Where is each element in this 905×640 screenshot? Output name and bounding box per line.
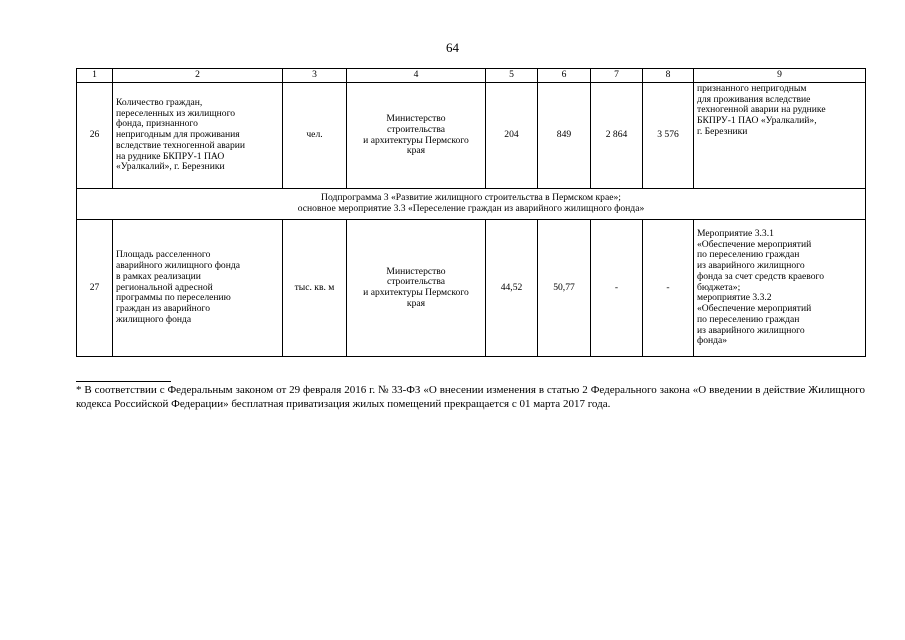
subprogram-heading bbox=[77, 189, 866, 220]
table-row bbox=[77, 220, 866, 357]
footnote-divider bbox=[76, 381, 171, 382]
column-number: 3 bbox=[283, 69, 347, 83]
subprogram-title: Подпрограмма 3 «Развитие жилищного строительства в Пермском крае»; bbox=[321, 192, 621, 204]
note-cell: признанного непригодным для проживания вследствие техногенной аварии на руднике БКПРУ-1 ПАО «Уралкалий», г. Березники bbox=[694, 83, 866, 189]
indicators-table bbox=[76, 68, 866, 357]
executor-cell: Министерство строительства и архитектуры Пермского края bbox=[347, 220, 486, 357]
value-cell: - bbox=[591, 220, 643, 357]
table-row bbox=[77, 83, 866, 189]
unit-cell: чел. bbox=[283, 83, 347, 189]
indicator-name: Площадь расселенного аварийного жилищного фонда в рамках реализации региональной адресной программы по переселению граждан из аварийного жилищного фонда bbox=[113, 220, 283, 357]
row-number: 26 bbox=[77, 83, 113, 189]
row-number: 27 bbox=[77, 220, 113, 357]
column-number-header-row bbox=[77, 69, 866, 83]
column-number: 9 bbox=[694, 69, 866, 83]
column-number: 1 bbox=[77, 69, 113, 83]
value-cell: - bbox=[643, 220, 694, 357]
value-cell: 44,52 bbox=[486, 220, 538, 357]
value-cell: 3 576 bbox=[643, 83, 694, 189]
subprogram-row bbox=[77, 189, 866, 220]
column-number: 7 bbox=[591, 69, 643, 83]
value-cell: 204 bbox=[486, 83, 538, 189]
note-cell: Мероприятие 3.3.1 «Обеспечение мероприятий по переселению граждан из аварийного жилищного фонда за счет средств краевого бюджета»; мероприятие 3.3.2 «Обеспечение мероприятий по переселению граждан из аварийного жилищного фонда» bbox=[694, 220, 866, 357]
indicator-name: Количество граждан, переселенных из жилищного фонда, признанного непригодным для проживания вследствие техногенной аварии на руднике БКПРУ-1 ПАО «Уралкалий», г. Березники bbox=[113, 83, 283, 189]
footnote: * В соответствии с Федеральным законом от 29 февраля 2016 г. № 33-ФЗ «О внесении изменения в статью 2 Федерального закона «О введении в действие Жилищного кодекса Российской Федерации» бесплатная приватизация жилых помещений прекращается с 01 марта 2017 года. bbox=[76, 384, 865, 410]
column-number: 6 bbox=[538, 69, 591, 83]
unit-cell: тыс. кв. м bbox=[283, 220, 347, 357]
column-number: 5 bbox=[486, 69, 538, 83]
page-number: 64 bbox=[446, 40, 459, 55]
value-cell: 849 bbox=[538, 83, 591, 189]
value-cell: 50,77 bbox=[538, 220, 591, 357]
executor-cell: Министерство строительства и архитектуры Пермского края bbox=[347, 83, 486, 189]
column-number: 8 bbox=[643, 69, 694, 83]
value-cell: 2 864 bbox=[591, 83, 643, 189]
main-activity-title: основное мероприятие 3.3 «Переселение граждан из аварийного жилищного фонда» bbox=[297, 203, 645, 214]
column-number: 4 bbox=[347, 69, 486, 83]
column-number: 2 bbox=[113, 69, 283, 83]
